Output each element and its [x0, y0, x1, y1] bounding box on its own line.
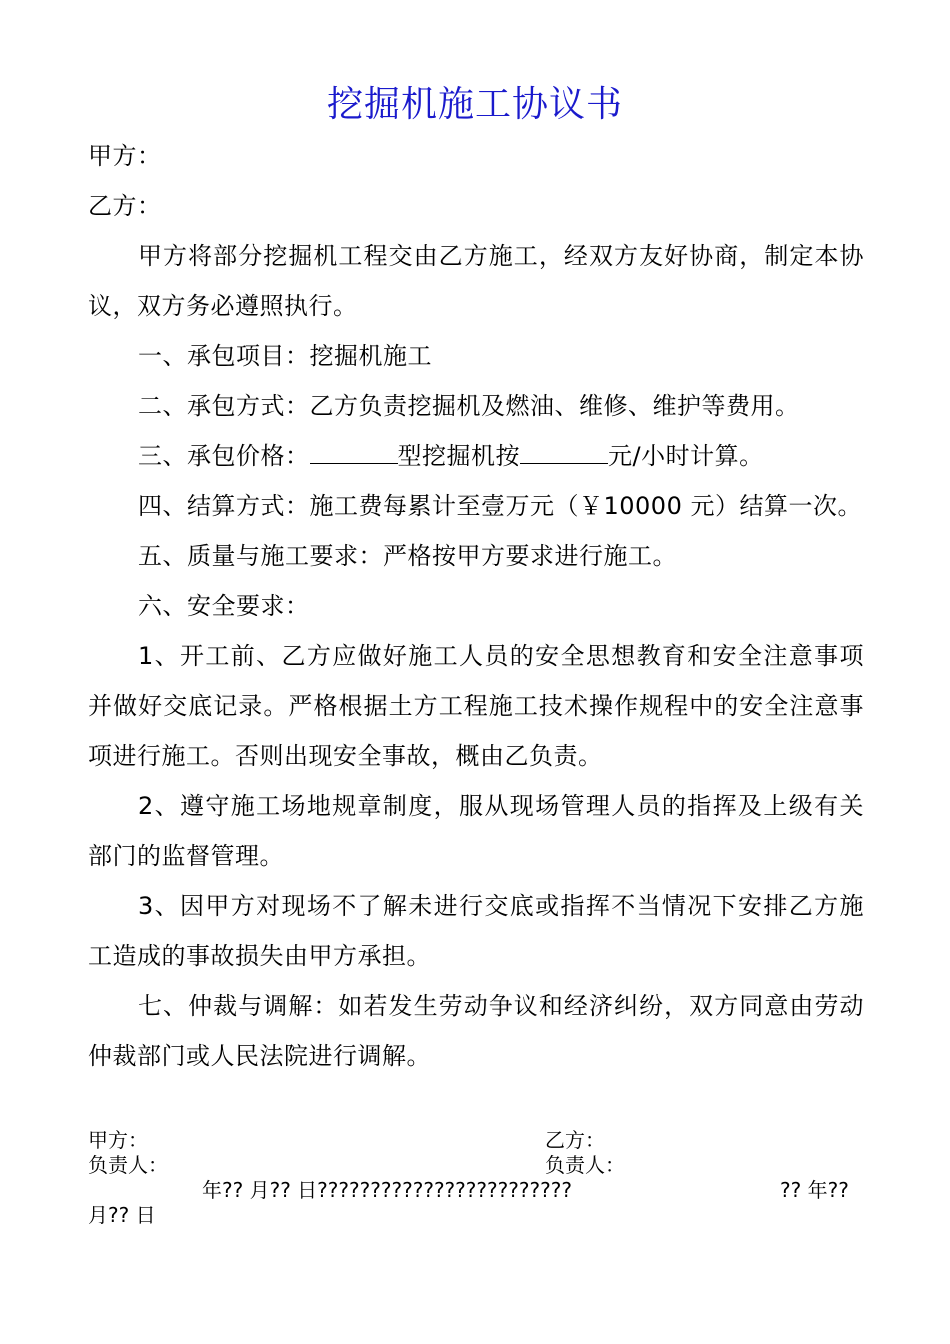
- clause-3-prefix: 三、承包价格：: [138, 442, 310, 470]
- party-a-label: 甲方：: [88, 142, 162, 170]
- safety-item-1: 1、开工前、乙方应做好施工人员的安全思想教育和安全注意事项并做好交底记录。严格根据土方工程施工技术操作规程中的安全注意事项进行施工。否则出现安全事故，概由乙负责。: [88, 642, 864, 770]
- clause-4: 四、结算方式：施工费每累计至壹万元（￥10000 元）结算一次。: [138, 492, 862, 520]
- signature-party-a: 甲方：: [88, 1128, 148, 1152]
- signature-date-left: 年?? 月?? 日????????????????????????: [202, 1178, 572, 1202]
- clause-5: 五、质量与施工要求：严格按甲方要求进行施工。: [138, 542, 677, 570]
- clause-6: 六、安全要求：: [138, 592, 310, 620]
- signature-party-b: 乙方：: [545, 1128, 605, 1152]
- document-title: 挖掘机施工协议书: [326, 84, 623, 125]
- signature-responsible-b: 负责人：: [545, 1153, 625, 1177]
- signature-responsible-a: 负责人：: [88, 1153, 168, 1177]
- clause-7: 七、仲裁与调解：如若发生劳动争议和经济纠纷，双方同意由劳动仲裁部门或人民法院进行调解。: [88, 992, 864, 1070]
- signature-date-wrap: 月?? 日: [88, 1203, 156, 1227]
- intro-paragraph: 甲方将部分挖掘机工程交由乙方施工，经双方友好协商，制定本协议，双方务必遵照执行。: [88, 242, 864, 320]
- safety-item-2: 2、遵守施工场地规章制度，服从现场管理人员的指挥及上级有关部门的监督管理。: [88, 792, 864, 870]
- clause-3-mid: 型挖掘机按: [397, 442, 520, 470]
- safety-item-3: 3、因甲方对现场不了解未进行交底或指挥不当情况下安排乙方施工造成的事故损失由甲方承担。: [88, 892, 864, 970]
- clause-3-suffix: 元/小时计算。: [608, 442, 764, 470]
- clause-1: 一、承包项目：挖掘机施工: [138, 342, 432, 370]
- price-blank: [520, 441, 608, 464]
- model-blank: [310, 441, 398, 464]
- clause-2: 二、承包方式：乙方负责挖掘机及燃油、维修、维护等费用。: [138, 392, 800, 420]
- party-b-label: 乙方：: [88, 192, 162, 220]
- clause-3: [138, 431, 764, 481]
- signature-date-right: ?? 年??: [780, 1178, 849, 1202]
